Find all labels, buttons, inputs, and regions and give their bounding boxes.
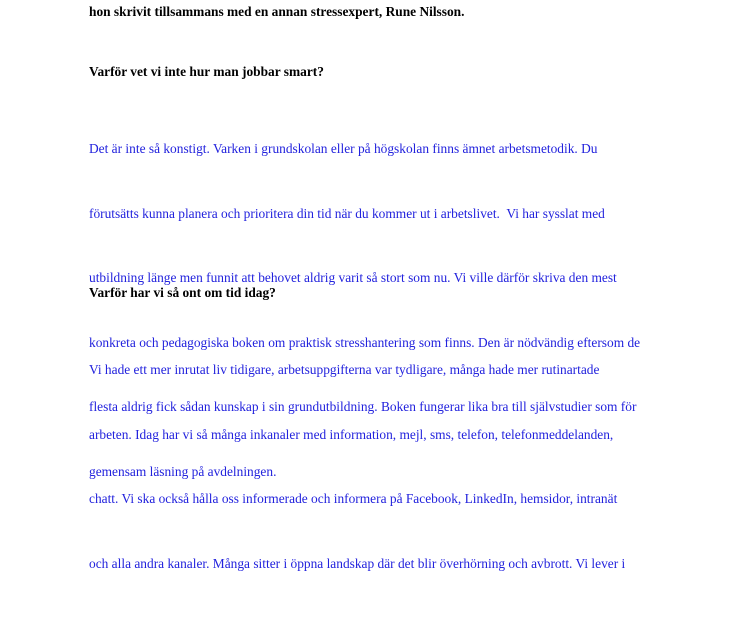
- paragraph-line: arbeten. Idag har vi så många inkanaler med information, mejl, sms, telefon, telefonmeddelanden,: [89, 426, 614, 442]
- paragraph-line: gemensam läsning på avdelningen.: [89, 463, 277, 479]
- paragraph-line: utbildning länge men funnit att behovet aldrig varit så stort som nu. Vi ville därför skriva den mest: [89, 270, 617, 285]
- paragraph-line: förutsätts kunna planera och prioritera din tid när du kommer ut i arbetslivet. Vi har sysslat med: [89, 205, 605, 221]
- paragraph-line: konkreta och pedagogiska boken om praktisk stresshantering som finns. Den är nödvändig eftersom de: [89, 334, 641, 350]
- paragraph-line: Vi hade ett mer inrutat liv tidigare, arbetsuppgifterna var tydligare, många hade mer rutinartade: [89, 362, 600, 377]
- paragraph-line: chatt. Vi ska också hålla oss informerade och informera på Facebook, LinkedIn, hemsidor, intranät: [89, 491, 618, 506]
- lead-line: hon skrivit tillsammans med en annan stressexpert, Rune Nilsson.: [89, 4, 465, 19]
- section-heading-time-shortage: Varför har vi så ont om tid idag?: [89, 285, 276, 300]
- section-heading-smart-work: Varför vet vi inte hur man jobbar smart?: [89, 64, 324, 79]
- paragraph-line: och alla andra kanaler. Många sitter i öppna landskap där det blir överhörning och avbrott. Vi lever i: [89, 555, 626, 571]
- paragraph-line: Det är inte så konstigt. Varken i grundskolan eller på högskolan finns ämnet arbetsmetodik. Du: [89, 141, 598, 156]
- paragraph-line: flesta aldrig fick sådan kunskap i sin grundutbildning. Boken fungerar lika bra till självstudier som för: [89, 399, 637, 414]
- section-paragraph-time-shortage: [89, 316, 625, 617]
